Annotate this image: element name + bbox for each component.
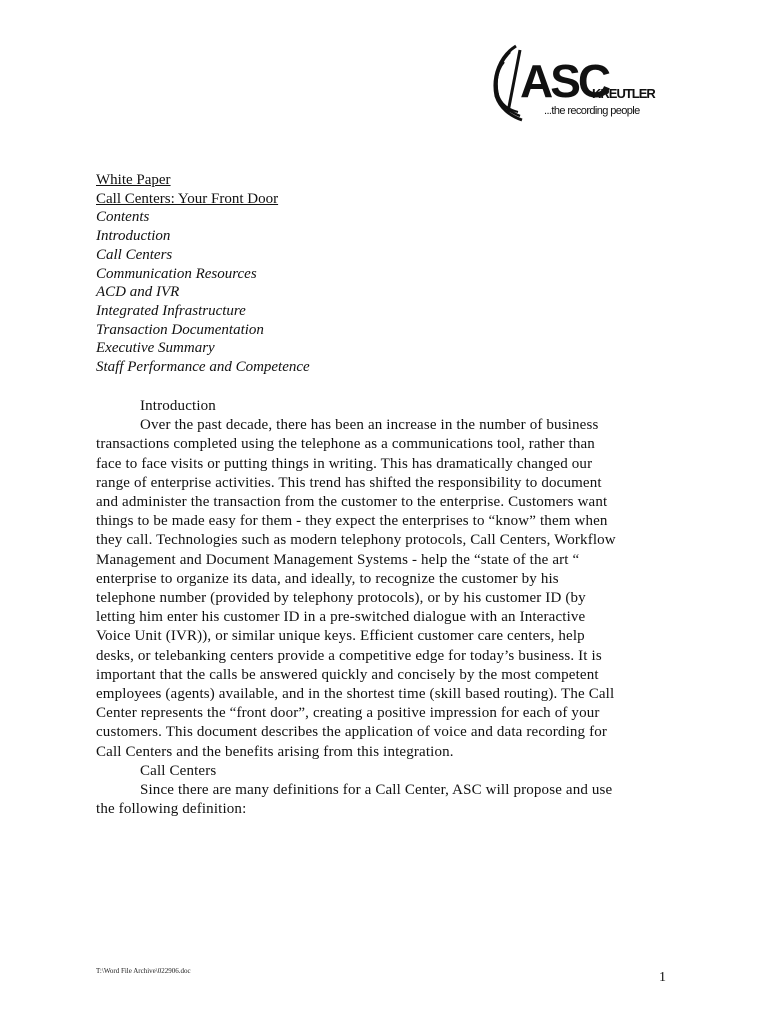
logo-tagline: ...the recording people [544, 105, 640, 117]
paragraph-line: customers. This document describes the application of voice and data recording for [96, 724, 608, 741]
toc-item: Transaction Documentation [96, 321, 264, 338]
paragraph-line: things to be made easy for them - they expect the enterprises to “know” them when [96, 513, 608, 530]
paragraph-line: desks, or telebanking centers provide a competitive edge for today’s business. It is [96, 647, 602, 664]
paragraph-line: letting him enter his customer ID in a pre-switched dialogue with an Interactive [96, 609, 586, 626]
toc-item: Integrated Infrastructure [96, 302, 246, 319]
toc-item: Call Centers [96, 246, 173, 263]
table-of-contents [96, 171, 656, 377]
paragraph-line: Over the past decade, there has been an increase in the number of business [140, 417, 599, 434]
paragraph-line: transactions completed using the telephone as a communications tool, rather than [96, 436, 595, 453]
paragraph-line: Center represents the “front door”, creating a positive impression for each of your [96, 705, 600, 722]
document-body [96, 397, 676, 819]
paragraph-line: the following definition: [96, 801, 247, 818]
footer-file-path: T:\Word File Archive\022906.doc [96, 967, 191, 975]
paragraph-line: range of enterprise activities. This trend has shifted the responsibility to document [96, 474, 602, 491]
company-logo [486, 42, 656, 122]
paragraph-line: Management and Document Management Systems - help the “state of the art “ [96, 551, 580, 568]
logo-sub-brand: KREUTLER [592, 86, 655, 101]
section-heading-call-centers: Call Centers [140, 762, 217, 779]
paragraph-line: Voice Unit (IVR)), or similar unique keys. Efficient customer care centers, help [96, 628, 585, 645]
section-heading-introduction: Introduction [140, 398, 216, 414]
doc-type-label: White Paper [96, 172, 171, 188]
logo-brand: ASC [520, 55, 609, 107]
paragraph-line: Since there are many definitions for a Call Center, ASC will propose and use [140, 782, 613, 799]
paragraph-line: Call Centers and the benefits arising from this integration. [96, 743, 454, 760]
paragraph-line: employees (agents) available, and in the shortest time (skill based routing). The Call [96, 686, 615, 703]
paragraph-line: they call. Technologies such as modern telephony protocols, Call Centers, Workflow [96, 532, 616, 549]
paragraph-line: enterprise to organize its data, and ideally, to recognize the customer by his [96, 570, 559, 587]
paragraph-line: telephone number (provided by telephony protocols), or by his customer ID (by [96, 590, 586, 607]
page-title: Call Centers: Your Front Door [96, 190, 279, 207]
toc-item: Communication Resources [96, 265, 257, 282]
paragraph-line: and administer the transaction from the customer to the enterprise. Customers want [96, 494, 608, 511]
page-number: 1 [659, 970, 666, 985]
paragraph-line: important that the calls be answered quickly and concisely by the most competent [96, 666, 599, 683]
toc-item: ACD and IVR [96, 284, 180, 301]
toc-item: Staff Performance and Competence [96, 359, 310, 376]
toc-item: Contents [96, 209, 150, 226]
toc-item: Introduction [96, 228, 171, 245]
toc-item: Executive Summary [96, 340, 215, 357]
paragraph-line: face to face visits or putting things in writing. This has dramatically changed our [96, 455, 593, 472]
